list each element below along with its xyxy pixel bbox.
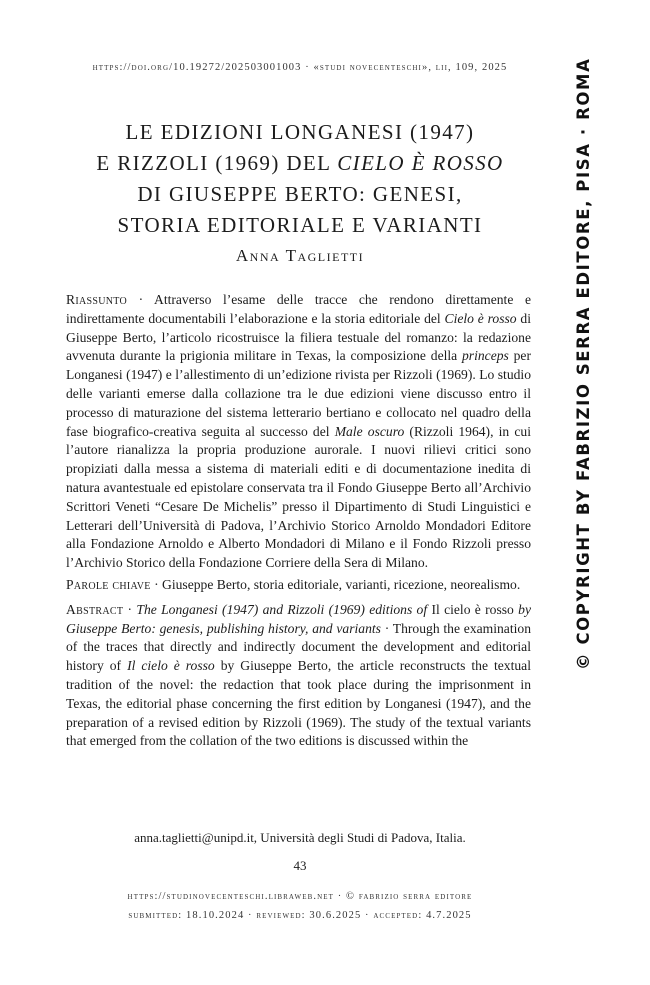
keywords-sep: · [150,576,163,592]
riassunto-italic-1: Cielo è rosso [444,310,517,326]
running-head: https://doi.org/10.19272/202503001003 · «studi novecenteschi», lii, 109, 2025 [92,62,508,73]
author-name: Anna Taglietti [235,246,365,265]
keywords-label: Parole chiave [66,576,151,592]
riassunto-paragraph [66,291,531,573]
footer-publisher-line: https://studinovecenteschi.libraweb.net · © fabrizio serra editore [127,891,473,902]
keywords-paragraph [66,576,531,595]
abstract-italic-1: The Longanesi (1947) and Rizzoli (1969) editions of [136,601,432,617]
page-number: 43 [293,858,307,873]
abstract-text-2: · Through the examination of the traces that directly and indirectly document the development and editorial history of [66,620,531,674]
title-line-2 [40,148,560,179]
riassunto-sep: · [127,292,154,307]
abstract-italic-2: by Giuseppe Berto: genesis, publishing history, and variants [66,601,532,636]
keywords-text: Giuseppe Berto, storia editoriale, varianti, ricezione, neorealismo. [162,576,521,592]
riassunto-text-4: (Rizzoli 1964), in cui l’autore rianalizza la propria produzione aurorale. I nuovi rilievi critici sono propiziati dalla messa a sistema di materiali editi e di documentazione inedita di natura avantestuale ed epistolare conservata tra il Fondo Giuseppe Berto all’Archivio Scrittori Veneti “Cesare De Michelis” presso il Dipartimento di Studi Linguistici e Letterari dell’Università di Padova, l’Archivio Storico Arnoldo Mondadori Editore alla Fondazione Arnoldo e Alberto Mondadori di Milano e il Fondo Rizzoli presso l’Archivio Storico della Fondazione Corriere della Sera di Milano. [66,423,531,571]
riassunto-italic-3: Male oscuro [334,423,405,439]
abstract-paragraph [66,601,531,751]
title-line-1: LE EDIZIONI LONGANESI (1947) [125,120,475,144]
title-line-3: DI GIUSEPPE BERTO: GENESI, [137,182,463,206]
abstract-text-3: by Giuseppe Berto, the article reconstructs the textual tradition of the novel: the redaction that took place during the imprisonment in Texas, the editorial phase concerning the first edition by Longanesi (1947), and the preparation of a revised edition by Rizzoli (1969). The study of the textual variants that emerged from the collation of the two editions is discussed within the [66,658,531,749]
abstract-block [66,291,531,754]
riassunto-italic-2: princeps [462,348,509,364]
title-line-4: STORIA EDITORIALE E VARIANTI [117,213,483,237]
abstract-italic-3: Il cielo è rosso [127,658,215,674]
footer-dates-line: submitted: 18.10.2024 · reviewed: 30.6.2025 · accepted: 4.7.2025 [128,910,472,921]
riassunto-text-1: Attraverso l’esame delle tracce che rendono direttamente e indirettamente documentabili l’elaborazione e la storia editoriale del [66,292,531,326]
abstract-text-1: Il cielo è rosso [431,601,514,617]
riassunto-text-2: di Giuseppe Berto, l’articolo ricostruisce la filiera testuale del romanzo: la redazione avvenuta durante la prigionia militare in Texas, la composizione della [66,310,531,364]
riassunto-text-3: per Longanesi (1947) e l’allestimento di un’edizione rivista per Rizzoli (1969). Lo studio delle varianti emerse dalla collazione tra le due edizioni viene discusso entro il processo di maturazione del sistema letterario bertiano e collocato nel quadro della fase biografico-creativa seguita al successo del [66,348,531,439]
abstract-sep: · [123,601,137,617]
article-title [40,117,560,241]
copyright-banner: © COPYRIGHT BY FABRIZIO SERRA EDITORE, PISA · ROMA [574,57,593,670]
title-line-2-text: E RIZZOLI (1969) DEL [96,151,338,175]
title-work-name: CIELO È ROSSO [337,151,504,175]
author-affiliation: anna.taglietti@unipd.it, Università degli Studi di Padova, Italia. [134,830,466,845]
abstract-label: Abstract [66,601,124,617]
riassunto-label: Riassunto [66,292,128,307]
